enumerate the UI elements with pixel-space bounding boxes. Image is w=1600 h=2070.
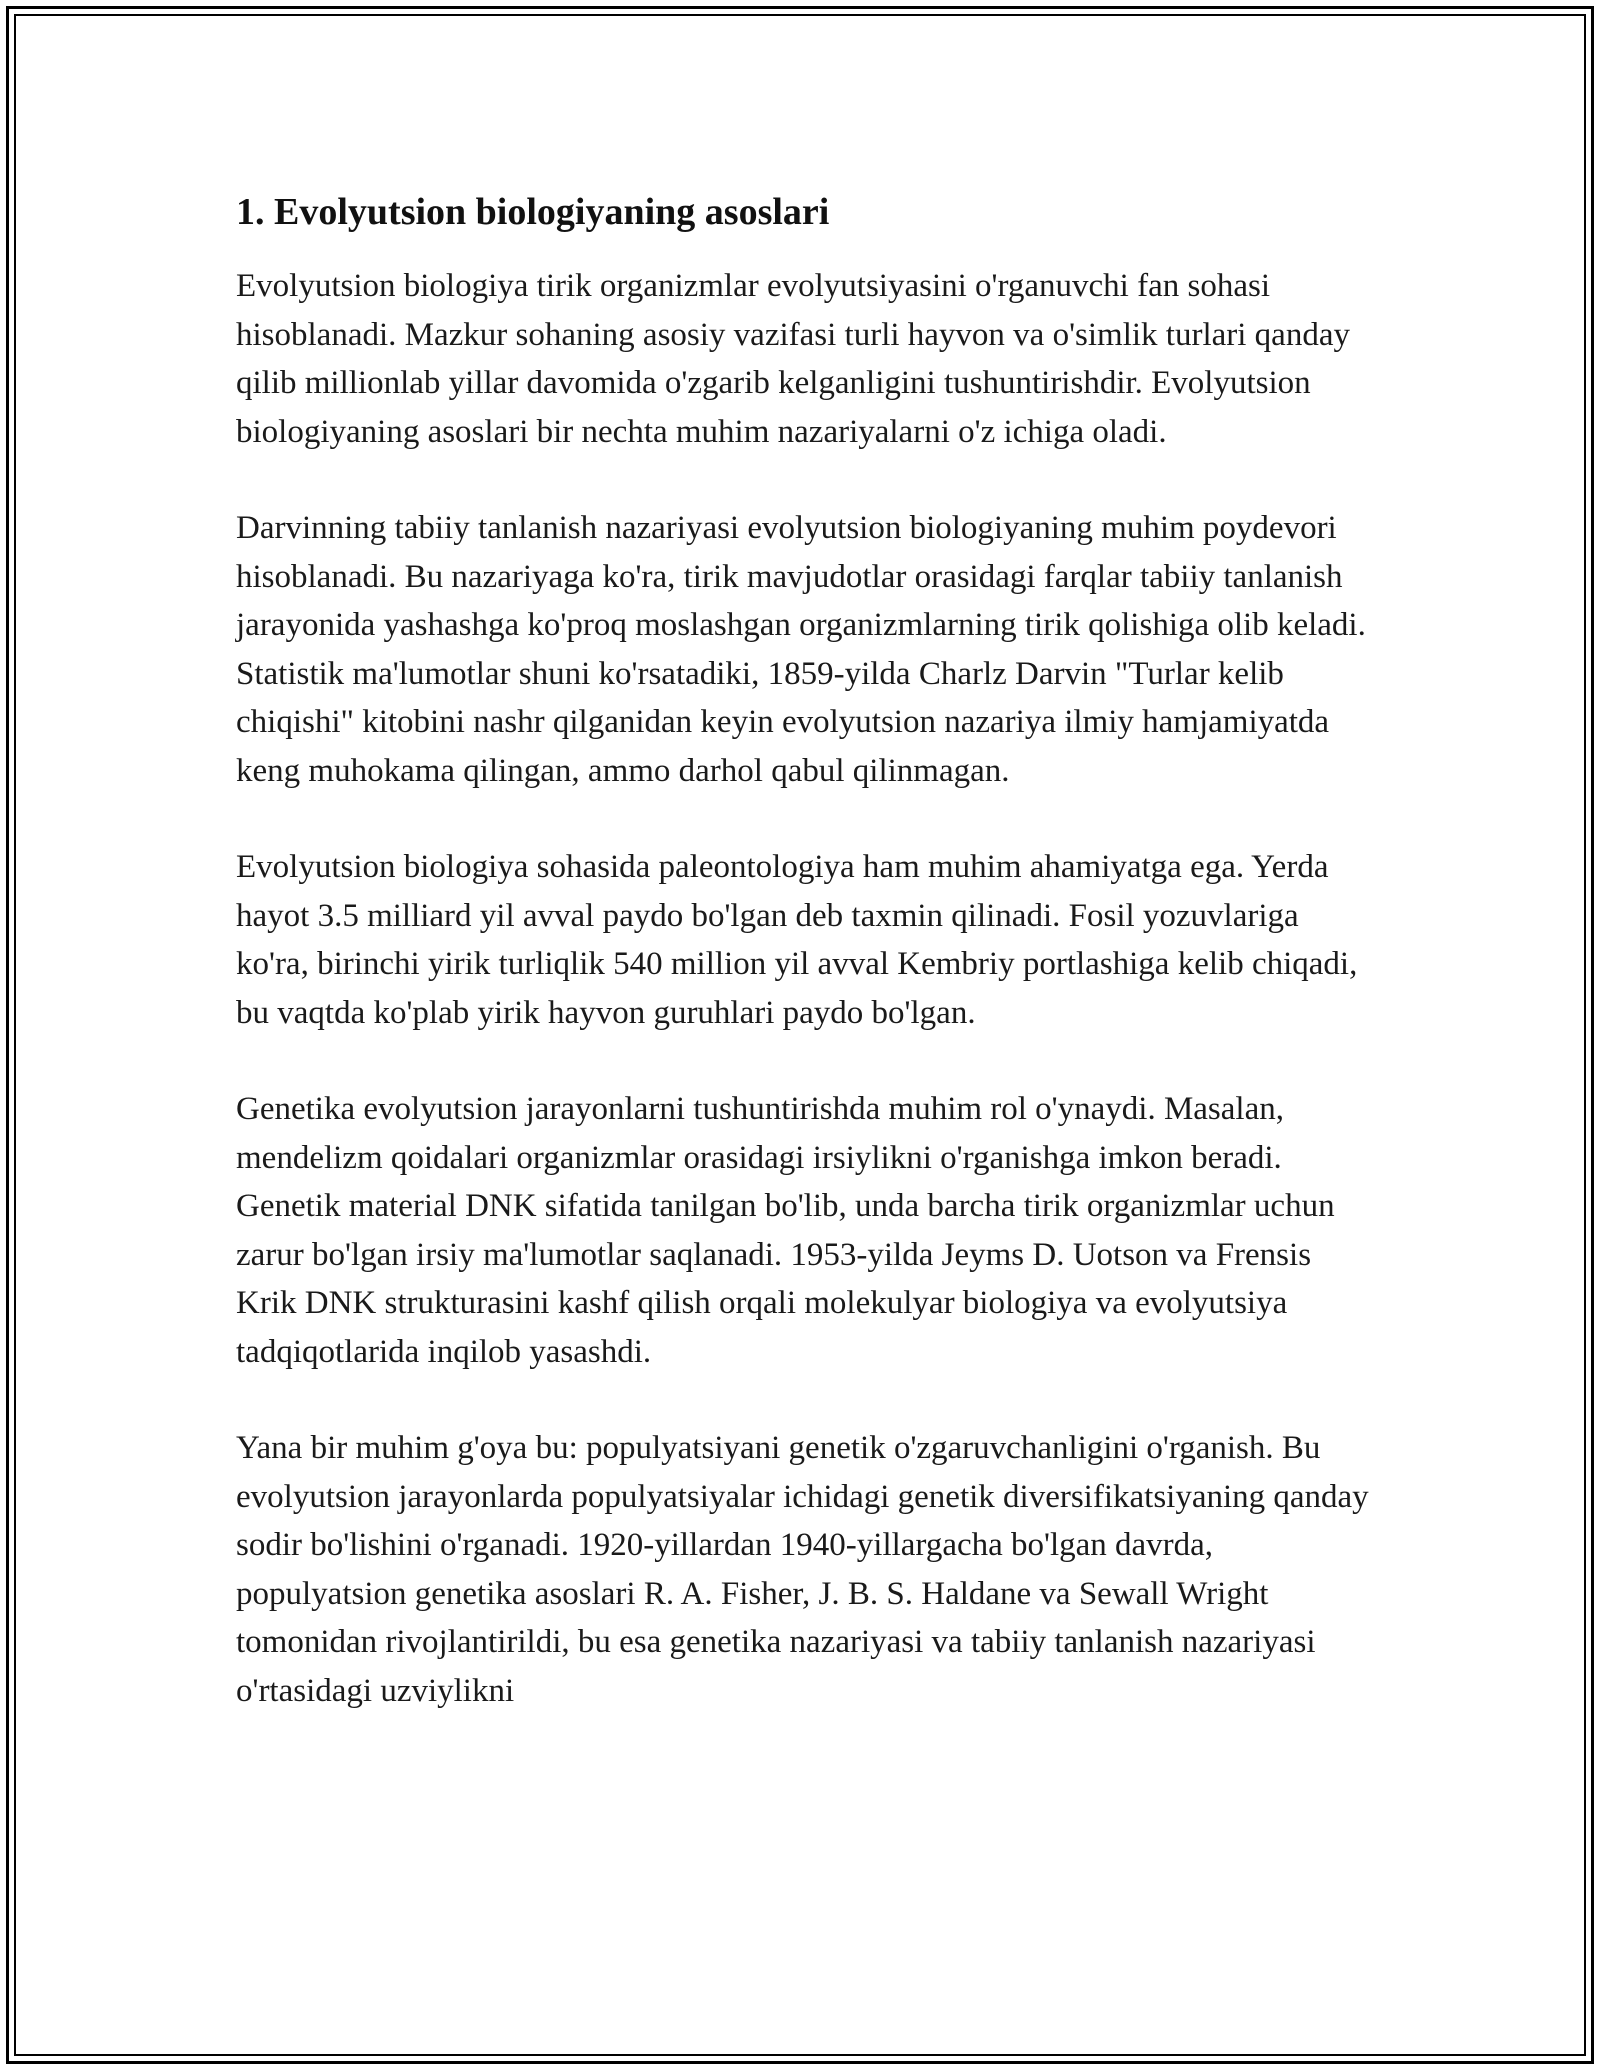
- paragraph-paleontology: Evolyutsion biologiya sohasida paleontologiya ham muhim ahamiyatga ega. Yerda hayot 3.5 milliard yil avval paydo bo'lgan deb taxmin qilinadi. Fosil yozuvlariga ko'ra, birinchi yirik turliqlik 540 million yil avval Kembriy portlashiga kelib chiqadi, bu vaqtda ko'plab yirik hayvon guruhlari paydo bo'lgan.: [236, 849, 1358, 1031]
- section-heading: 1. Evolyutsion biologiyaning asoslari: [236, 191, 830, 233]
- document-body: [236, 186, 1376, 1763]
- paragraph-genetics: Genetika evolyutsion jarayonlarni tushuntirishda muhim rol o'ynaydi. Masalan, mendelizm qoidalari organizmlar orasidagi irsiylikni o'rganishga imkon beradi. Genetik material DNK sifatida tanilgan bo'lib, unda barcha tirik organizmlar uchun zarur bo'lgan irsiy ma'lumotlar saqlanadi. 1953-yilda Jeyms D. Uotson va Frensis Krik DNK strukturasini kashf qilish orqali molekulyar biologiya va evolyutsiya tadqiqotlarida inqilob yasashdi.: [236, 1091, 1335, 1370]
- paragraph-darwin: Darvinning tabiiy tanlanish nazariyasi evolyutsion biologiyaning muhim poydevori hisoblanadi. Bu nazariyaga ko'ra, tirik mavjudotlar orasidagi farqlar tabiiy tanlanish jarayonida yashashga ko'proq moslashgan organizmlarning tirik qolishiga olib keladi. Statistik ma'lumotlar shuni ko'rsatadiki, 1859-yilda Charlz Darvin "Turlar kelib chiqishi" kitobini nashr qilganidan keyin evolyutsion nazariya ilmiy hamjamiyatda keng muhokama qilingan, ammo darhol qabul qilinmagan.: [236, 510, 1366, 789]
- paragraph-intro: Evolyutsion biologiya tirik organizmlar evolyutsiyasini o'rganuvchi fan sohasi hisoblanadi. Mazkur sohaning asosiy vazifasi turli hayvon va o'simlik turlari qanday qilib millionlab yillar davomida o'zgarib kelganligini tushuntirishdir. Evolyutsion biologiyaning asoslari bir nechta muhim nazariyalarni o'z ichiga oladi.: [236, 268, 1350, 450]
- paragraph-population-genetics: Yana bir muhim g'oya bu: populyatsiyani genetik o'zgaruvchanligini o'rganish. Bu evolyutsion jarayonlarda populyatsiyalar ichidagi genetik diversifikatsiyaning qanday sodir bo'lishini o'rganadi. 1920-yillardan 1940-yillargacha bo'lgan davrda, populyatsion genetika asoslari R. A. Fisher, J. B. S. Haldane va Sewall Wright tomonidan rivojlantirildi, bu esa genetika nazariyasi va tabiiy tanlanish nazariyasi o'rtasidagi uzviylikni: [236, 1430, 1369, 1709]
